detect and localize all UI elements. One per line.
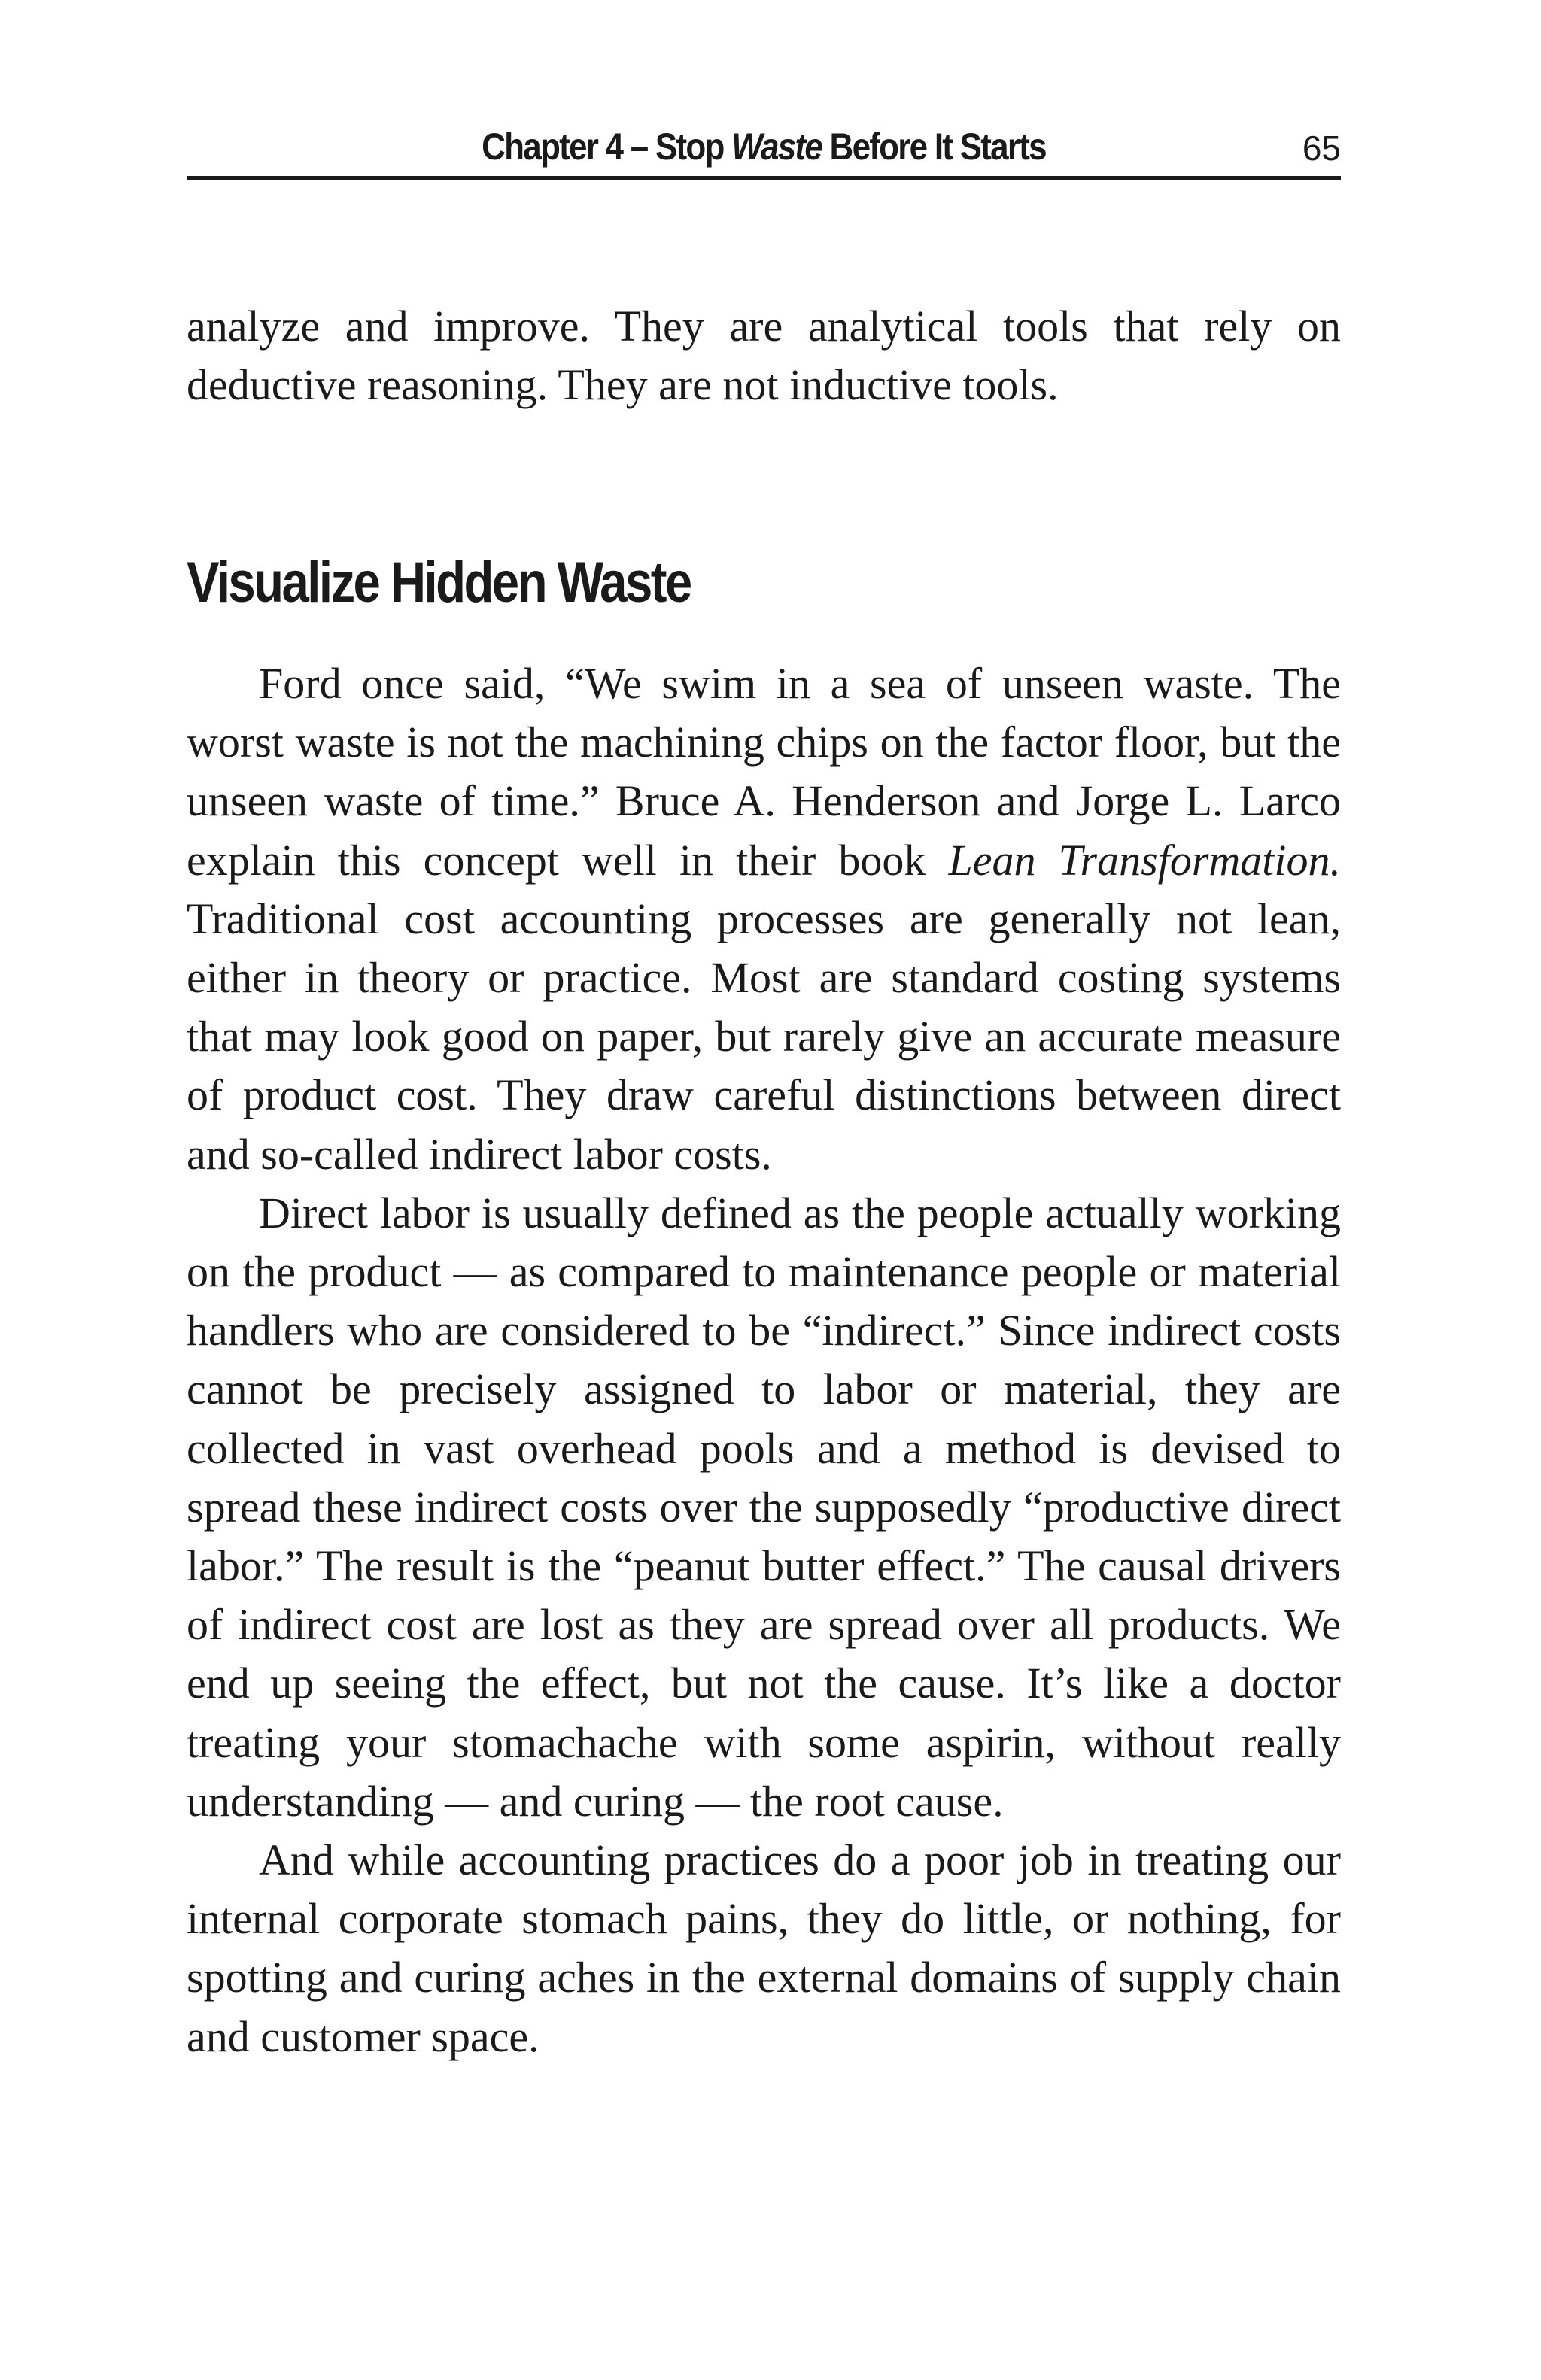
chapter-title-prefix: Chapter 4 – Stop — [482, 126, 732, 168]
chapter-title-italic: Waste — [731, 126, 822, 168]
running-header — [187, 120, 1341, 180]
page-number: 65 — [1302, 129, 1341, 168]
paragraph-3: And while accounting practices do a poor job in treating our internal corporate stomach pains, they do little, or nothing, for spotting and curing aches in the external domains of supply chain and customer space. — [187, 1835, 1341, 2061]
paragraph-1-text-b: Traditional cost accounting processes are generally not lean, either in theory or practice. Most are standard costing systems that may look good on paper, but rarely give an accurate measure of product cost. They draw careful distinctions between direct and so-called indirect labor costs. — [187, 894, 1341, 1179]
book-title: Lean Transformation. — [948, 835, 1341, 885]
paragraph-1 — [187, 654, 1341, 1184]
chapter-title-suffix: Before It Starts — [822, 126, 1046, 168]
paragraph-2: Direct labor is usually defined as the people actually working on the product — as compared to maintenance people or material handlers who are considered to be “indirect.” Since indirect costs cannot be precisely assigned to labor or material, they are collected in vast overhead pools and a method is devised to spread these indirect costs over the supposedly “productive direct labor.” The result is the “peanut butter effect.” The causal drivers of indirect cost are lost as they are spread over all products. We end up seeing the effect, but not the cause. It’s like a doctor treating your stomachache with some aspirin, without really understanding — and curing — the root cause. — [187, 1188, 1341, 1826]
chapter-title — [256, 120, 1272, 173]
section-heading: Visualize Hidden Waste — [187, 551, 691, 615]
section-body — [187, 654, 1341, 2066]
paragraph-1-text-a: Ford once said, “We swim in a sea of unseen waste. The worst waste is not the machining chips on the factor floor, but the unseen waste of time.” Bruce A. Henderson and Jorge L. Larco explain this concept well in their book — [187, 659, 1341, 885]
lead-paragraph: analyze and improve. They are analytical tools that rely on deductive reasoning. They are not inductive tools. — [187, 302, 1341, 410]
